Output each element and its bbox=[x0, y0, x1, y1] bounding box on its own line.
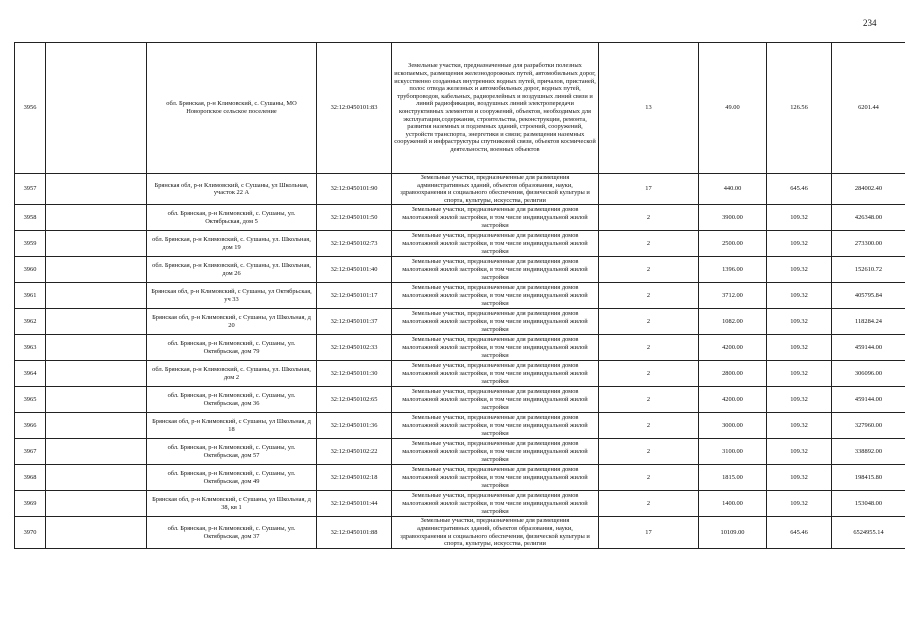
row-number-cell: 3958 bbox=[15, 205, 46, 231]
area-cell: 3900.00 bbox=[699, 205, 767, 231]
rate-cell: 109.32 bbox=[767, 335, 832, 361]
land-use-cell: Земельные участки, предназначенные для размещения домов малоэтажной жилой застройки, в том числе индивидуальной жилой застройки bbox=[392, 231, 599, 257]
land-use-cell: Земельные участки, предназначенные для размещения административных зданий, объектов образования, науки, здравоохранения и социального обеспечения, физической культуры и спорта, культуры, искусства, религии bbox=[392, 517, 599, 548]
area-cell: 10109.00 bbox=[699, 517, 767, 548]
land-use-cell: Земельные участки, предназначенные для размещения административных зданий, объектов образования, науки, здравоохранения и социального обеспечения, физической культуры и спорта, культуры, искусства, религии bbox=[392, 174, 599, 205]
group-cell: 2 bbox=[599, 465, 699, 491]
empty-cell bbox=[46, 517, 147, 548]
address-cell: обл. Брянская, р-н Климовский, с. Сушаны, ул. Школьная, дом 2 bbox=[147, 361, 317, 387]
cadastral-number-cell: 32:12:0450101:30 bbox=[317, 361, 392, 387]
area-cell: 440.00 bbox=[699, 174, 767, 205]
empty-cell bbox=[46, 439, 147, 465]
page-number: 234 bbox=[863, 18, 877, 28]
group-cell: 2 bbox=[599, 439, 699, 465]
group-cell: 2 bbox=[599, 335, 699, 361]
address-cell: обл. Брянская, р-н Климовский, с. Сушаны, ул. Октябрьская, дом 79 bbox=[147, 335, 317, 361]
table-row bbox=[15, 43, 905, 174]
address-cell: обл. Брянская, р-н Климовский, с. Сушаны, ул. Октябрьская, дом 37 bbox=[147, 517, 317, 548]
land-use-cell: Земельные участки, предназначенные для размещения домов малоэтажной жилой застройки, в том числе индивидуальной жилой застройки bbox=[392, 361, 599, 387]
address-cell: Брянская обл, р-н Климовский, с Сушаны, ул Школьная, участок 22 А bbox=[147, 174, 317, 205]
rate-cell: 109.32 bbox=[767, 465, 832, 491]
address-cell: Брянская обл, р-н Климовский, с Сушаны, ул Школьная, д 18 bbox=[147, 413, 317, 439]
area-cell: 1815.00 bbox=[699, 465, 767, 491]
address-cell: Брянская обл, р-н Климовский, с Сушаны, ул Школьная, д 38, кв 1 bbox=[147, 491, 317, 517]
land-use-cell: Земельные участки, предназначенные для размещения домов малоэтажной жилой застройки, в том числе индивидуальной жилой застройки bbox=[392, 491, 599, 517]
empty-cell bbox=[46, 413, 147, 439]
group-cell: 2 bbox=[599, 361, 699, 387]
cadastral-value-cell: 338892.00 bbox=[832, 439, 905, 465]
rate-cell: 109.32 bbox=[767, 491, 832, 517]
rate-cell: 126.56 bbox=[767, 43, 832, 174]
land-use-cell: Земельные участки, предназначенные для размещения домов малоэтажной жилой застройки, в том числе индивидуальной жилой застройки bbox=[392, 257, 599, 283]
rate-cell: 109.32 bbox=[767, 231, 832, 257]
row-number-cell: 3965 bbox=[15, 387, 46, 413]
row-number-cell: 3959 bbox=[15, 231, 46, 257]
address-cell: Брянская обл, р-н Климовский, с Сушаны, ул Школьная, д 20 bbox=[147, 309, 317, 335]
cadastral-number-cell: 32:12:0450101:36 bbox=[317, 413, 392, 439]
empty-cell bbox=[46, 231, 147, 257]
land-use-cell: Земельные участки, предназначенные для размещения домов малоэтажной жилой застройки, в том числе индивидуальной жилой застройки bbox=[392, 205, 599, 231]
empty-cell bbox=[46, 309, 147, 335]
cadastral-value-cell: 327960.00 bbox=[832, 413, 905, 439]
table-row bbox=[15, 309, 905, 335]
cadastral-number-cell: 32:12:0450102:65 bbox=[317, 387, 392, 413]
rate-cell: 109.32 bbox=[767, 387, 832, 413]
land-use-cell: Земельные участки, предназначенные для размещения домов малоэтажной жилой застройки, в том числе индивидуальной жилой застройки bbox=[392, 465, 599, 491]
table-row bbox=[15, 413, 905, 439]
area-cell: 49.00 bbox=[699, 43, 767, 174]
group-cell: 2 bbox=[599, 257, 699, 283]
area-cell: 4200.00 bbox=[699, 387, 767, 413]
cadastral-number-cell: 32:12:0450101:37 bbox=[317, 309, 392, 335]
group-cell: 17 bbox=[599, 174, 699, 205]
cadastral-value-cell: 284002.40 bbox=[832, 174, 905, 205]
table-row bbox=[15, 465, 905, 491]
table-row bbox=[15, 335, 905, 361]
cadastral-value-cell: 6201.44 bbox=[832, 43, 905, 174]
empty-cell bbox=[46, 205, 147, 231]
row-number-cell: 3969 bbox=[15, 491, 46, 517]
row-number-cell: 3964 bbox=[15, 361, 46, 387]
cadastral-value-cell: 153048.00 bbox=[832, 491, 905, 517]
table-row bbox=[15, 491, 905, 517]
address-cell: обл. Брянская, р-н Климовский, с. Сушаны, ул. Школьная, дом 26 bbox=[147, 257, 317, 283]
rate-cell: 109.32 bbox=[767, 283, 832, 309]
area-cell: 2500.00 bbox=[699, 231, 767, 257]
area-cell: 3000.00 bbox=[699, 413, 767, 439]
land-register-table bbox=[14, 42, 905, 549]
address-cell: Брянская обл, р-н Климовский, с Сушаны, ул Октябрьская, уч 33 bbox=[147, 283, 317, 309]
cadastral-number-cell: 32:12:0450101:50 bbox=[317, 205, 392, 231]
cadastral-value-cell: 306096.00 bbox=[832, 361, 905, 387]
rate-cell: 109.32 bbox=[767, 439, 832, 465]
rate-cell: 645.46 bbox=[767, 174, 832, 205]
table-row bbox=[15, 283, 905, 309]
row-number-cell: 3968 bbox=[15, 465, 46, 491]
cadastral-number-cell: 32:12:0450102:33 bbox=[317, 335, 392, 361]
group-cell: 2 bbox=[599, 231, 699, 257]
address-cell: обл. Брянская, р-н Климовский, с. Сушаны, ул. Октябрьская, дом 5 bbox=[147, 205, 317, 231]
table-body bbox=[15, 43, 905, 549]
empty-cell bbox=[46, 335, 147, 361]
rate-cell: 109.32 bbox=[767, 361, 832, 387]
empty-cell bbox=[46, 491, 147, 517]
table-row bbox=[15, 257, 905, 283]
area-cell: 1396.00 bbox=[699, 257, 767, 283]
cadastral-number-cell: 32:12:0450101:90 bbox=[317, 174, 392, 205]
empty-cell bbox=[46, 257, 147, 283]
row-number-cell: 3970 bbox=[15, 517, 46, 548]
row-number-cell: 3957 bbox=[15, 174, 46, 205]
cadastral-number-cell: 32:12:0450101:83 bbox=[317, 43, 392, 174]
address-cell: обл. Брянская, р-н Климовский, с. Сушаны, ул. Октябрьская, дом 49 bbox=[147, 465, 317, 491]
row-number-cell: 3960 bbox=[15, 257, 46, 283]
group-cell: 13 bbox=[599, 43, 699, 174]
cadastral-value-cell: 405795.84 bbox=[832, 283, 905, 309]
cadastral-value-cell: 459144.00 bbox=[832, 335, 905, 361]
cadastral-number-cell: 32:12:0450101:44 bbox=[317, 491, 392, 517]
area-cell: 2800.00 bbox=[699, 361, 767, 387]
rate-cell: 109.32 bbox=[767, 205, 832, 231]
cadastral-number-cell: 32:12:0450102:73 bbox=[317, 231, 392, 257]
area-cell: 3100.00 bbox=[699, 439, 767, 465]
row-number-cell: 3966 bbox=[15, 413, 46, 439]
table-row bbox=[15, 439, 905, 465]
cadastral-value-cell: 198415.80 bbox=[832, 465, 905, 491]
empty-cell bbox=[46, 174, 147, 205]
address-cell: обл. Брянская, р-н Климовский, с. Сушаны, ул. Октябрьская, дом 36 bbox=[147, 387, 317, 413]
group-cell: 2 bbox=[599, 387, 699, 413]
cadastral-value-cell: 459144.00 bbox=[832, 387, 905, 413]
address-cell: обл. Брянская, р-н Климовский, с. Сушаны, ул. Октябрьская, дом 57 bbox=[147, 439, 317, 465]
area-cell: 1082.00 bbox=[699, 309, 767, 335]
table-row bbox=[15, 361, 905, 387]
cadastral-number-cell: 32:12:0450101:17 bbox=[317, 283, 392, 309]
empty-cell bbox=[46, 361, 147, 387]
table-row bbox=[15, 517, 905, 548]
area-cell: 1400.00 bbox=[699, 491, 767, 517]
land-use-cell: Земельные участки, предназначенные для размещения домов малоэтажной жилой застройки, в том числе индивидуальной жилой застройки bbox=[392, 439, 599, 465]
empty-cell bbox=[46, 387, 147, 413]
table-row bbox=[15, 387, 905, 413]
cadastral-number-cell: 32:12:0450101:40 bbox=[317, 257, 392, 283]
address-cell: обл. Брянская, р-н Климовский, с. Сушаны, МО Новоропское сельское поселение bbox=[147, 43, 317, 174]
cadastral-value-cell: 273300.00 bbox=[832, 231, 905, 257]
cadastral-value-cell: 118284.24 bbox=[832, 309, 905, 335]
cadastral-value-cell: 426348.00 bbox=[832, 205, 905, 231]
group-cell: 2 bbox=[599, 309, 699, 335]
group-cell: 2 bbox=[599, 283, 699, 309]
land-use-cell: Земельные участки, предназначенные для размещения домов малоэтажной жилой застройки, в том числе индивидуальной жилой застройки bbox=[392, 387, 599, 413]
cadastral-value-cell: 6524955.14 bbox=[832, 517, 905, 548]
cadastral-number-cell: 32:12:0450101:88 bbox=[317, 517, 392, 548]
group-cell: 2 bbox=[599, 491, 699, 517]
row-number-cell: 3967 bbox=[15, 439, 46, 465]
row-number-cell: 3956 bbox=[15, 43, 46, 174]
land-use-cell: Земельные участки, предназначенные для размещения домов малоэтажной жилой застройки, в том числе индивидуальной жилой застройки bbox=[392, 335, 599, 361]
land-use-cell: Земельные участки, предназначенные для размещения домов малоэтажной жилой застройки, в том числе индивидуальной жилой застройки bbox=[392, 309, 599, 335]
rate-cell: 109.32 bbox=[767, 413, 832, 439]
rate-cell: 109.32 bbox=[767, 257, 832, 283]
land-use-cell: Земельные участки, предназначенные для разработки полезных ископаемых, размещения железнодорожных путей, автомобильных дорог, искусственно созданных внутренних водных путей, причалов, пристаней, полос отвода железных и автомобильных дорог, водных путей, трубопроводов, кабельных, радиорелейных и воздушных линий связи и линий радиофикации, воздушных линий электропередачи конструктивных элементов и сооружений, объектов, необходимых для эксплуатации,содержания, строительства, реконструкции, ремонта, развития наземных и подземных зданий, строений, сооружений, устройств транспорта, энергетики и связи; размещения наземных сооружений и инфраструктуры спутниковой связи, объектов космической деятельности, военных объектов bbox=[392, 43, 599, 174]
empty-cell bbox=[46, 283, 147, 309]
area-cell: 4200.00 bbox=[699, 335, 767, 361]
address-cell: обл. Брянская, р-н Климовский, с. Сушаны, ул. Школьная, дом 19 bbox=[147, 231, 317, 257]
table-row bbox=[15, 174, 905, 205]
row-number-cell: 3961 bbox=[15, 283, 46, 309]
cadastral-value-cell: 152610.72 bbox=[832, 257, 905, 283]
group-cell: 17 bbox=[599, 517, 699, 548]
empty-cell bbox=[46, 43, 147, 174]
rate-cell: 109.32 bbox=[767, 309, 832, 335]
area-cell: 3712.00 bbox=[699, 283, 767, 309]
rate-cell: 645.46 bbox=[767, 517, 832, 548]
cadastral-number-cell: 32:12:0450102:18 bbox=[317, 465, 392, 491]
group-cell: 2 bbox=[599, 413, 699, 439]
group-cell: 2 bbox=[599, 205, 699, 231]
row-number-cell: 3962 bbox=[15, 309, 46, 335]
land-use-cell: Земельные участки, предназначенные для размещения домов малоэтажной жилой застройки, в том числе индивидуальной жилой застройки bbox=[392, 413, 599, 439]
table-row bbox=[15, 231, 905, 257]
table-row bbox=[15, 205, 905, 231]
land-use-cell: Земельные участки, предназначенные для размещения домов малоэтажной жилой застройки, в том числе индивидуальной жилой застройки bbox=[392, 283, 599, 309]
row-number-cell: 3963 bbox=[15, 335, 46, 361]
cadastral-number-cell: 32:12:0450102:22 bbox=[317, 439, 392, 465]
empty-cell bbox=[46, 465, 147, 491]
